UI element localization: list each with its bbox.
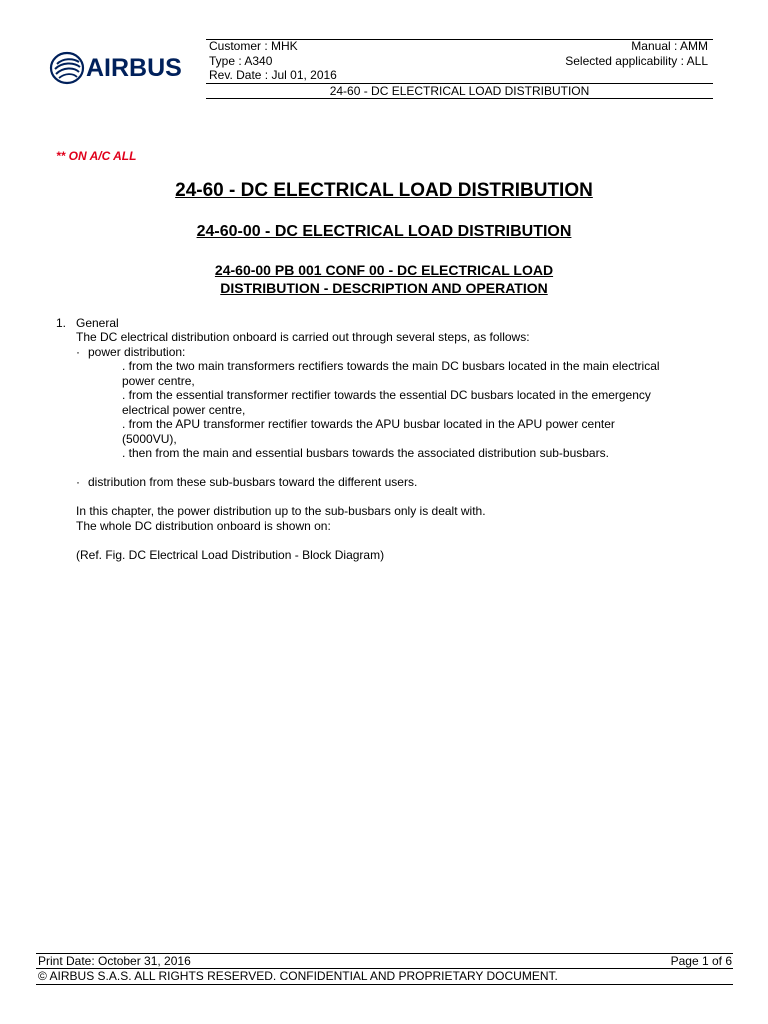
bullet-power-distribution: power distribution:	[88, 345, 186, 359]
task-title-line-1: 24-60-00 PB 001 CONF 00 - DC ELECTRICAL LOAD	[214, 262, 554, 278]
header-chapter: 24-60 - DC ELECTRICAL LOAD DISTRIBUTION	[329, 84, 590, 98]
bullet-distribution-users: distribution from these sub-busbars toward the different users.	[88, 475, 418, 489]
section-number: 1.	[56, 316, 67, 330]
header-bottom-rule	[206, 98, 713, 99]
bullet-icon: ·	[76, 475, 80, 489]
chapter-title: 24-60 - DC ELECTRICAL LOAD DISTRIBUTION	[175, 180, 593, 201]
header-customer: Customer : MHK	[209, 39, 298, 53]
intro-paragraph: The DC electrical distribution onboard is carried out through several steps, as follows:	[76, 330, 530, 344]
section-title: 24-60-00 - DC ELECTRICAL LOAD DISTRIBUTION	[196, 223, 572, 240]
sub-item: (5000VU),	[122, 432, 177, 446]
footer-print-date: Print Date: October 31, 2016	[38, 954, 191, 968]
section-heading: General	[76, 316, 119, 330]
footer-bottom-rule	[36, 984, 733, 985]
airbus-logo-icon	[48, 50, 88, 86]
task-title-line-2: DISTRIBUTION - DESCRIPTION AND OPERATION	[220, 280, 548, 296]
header-rev-date: Rev. Date : Jul 01, 2016	[209, 68, 337, 82]
header-applicability: Selected applicability : ALL	[565, 54, 708, 68]
sub-item: . from the APU transformer rectifier towards the APU busbar located in the APU power center	[122, 417, 615, 431]
header-type: Type : A340	[209, 54, 273, 68]
task-title	[0, 261, 768, 297]
paragraph-scope: In this chapter, the power distribution up to the sub-busbars only is dealt with.	[76, 504, 486, 518]
airbus-logo-text: AIRBUS	[86, 54, 182, 82]
header-manual: Manual : AMM	[631, 39, 708, 53]
paragraph-shown-on: The whole DC distribution onboard is shown on:	[76, 519, 331, 533]
sub-item: . then from the main and essential busbars towards the associated distribution sub-busbars.	[122, 446, 609, 460]
sub-item: . from the two main transformers rectifiers towards the main DC busbars located in the main electrical	[122, 359, 660, 373]
sub-item: power centre,	[122, 374, 195, 388]
footer-page-number: Page 1 of 6	[670, 954, 732, 968]
sub-item: electrical power centre,	[122, 403, 246, 417]
figure-reference: (Ref. Fig. DC Electrical Load Distribution - Block Diagram)	[76, 548, 385, 562]
bullet-icon: ·	[76, 345, 80, 359]
footer-copyright: © AIRBUS S.A.S. ALL RIGHTS RESERVED. CONFIDENTIAL AND PROPRIETARY DOCUMENT.	[38, 969, 558, 983]
aircraft-applicability-note: ** ON A/C ALL	[56, 149, 137, 163]
sub-item: . from the essential transformer rectifier towards the essential DC busbars located in the emergency	[122, 388, 651, 402]
airbus-logo	[48, 50, 198, 86]
